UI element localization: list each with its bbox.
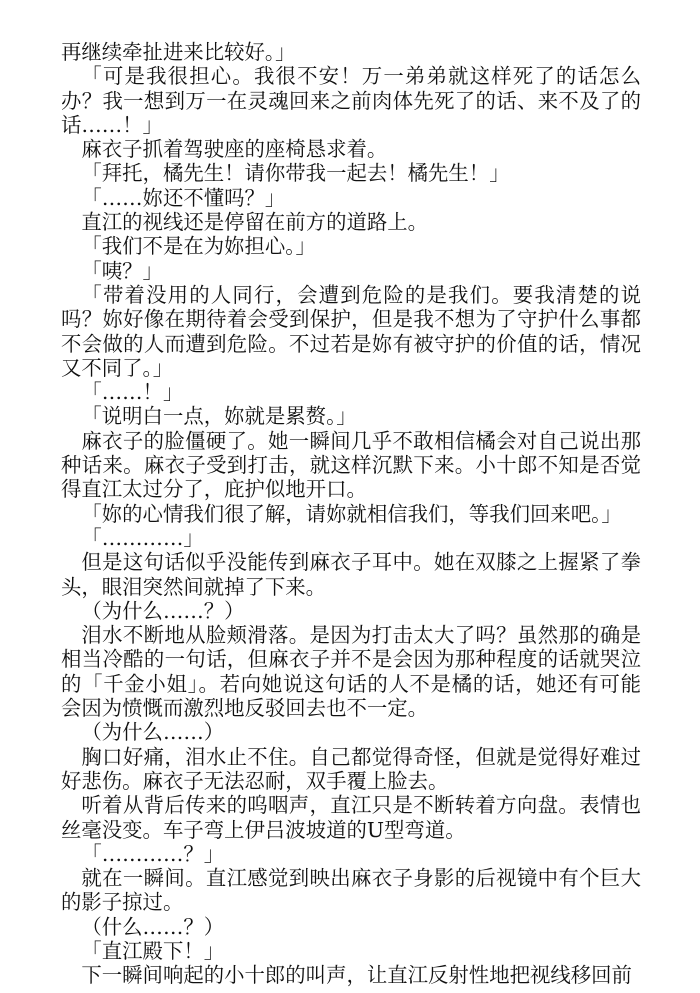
paragraph: 「…………？」	[81, 841, 225, 866]
paragraph: 但是这句话似乎没能传到麻衣子耳中。她在双膝之上握紧了拳头，眼泪突然间就掉了下来。	[61, 550, 641, 599]
document-page	[61, 40, 641, 988]
paragraph: 「咦？」	[81, 258, 163, 283]
paragraph: 泪水不断地从脸颊滑落。是因为打击太大了吗？虽然那的确是相当冷酷的一句话，但麻衣子并不是会因为那种程度的话就哭泣的「千金小姐」。若向她说这句话的人不是橘的话，她还有可能会因为愤慨而激烈地反驳回去也不一定。	[61, 623, 641, 721]
paragraph: 「带着没用的人同行，会遭到危险的是我们。要我清楚的说吗？妳好像在期待着会受到保护，但是我不想为了守护什么事都不会做的人而遭到危险。不过若是妳有被守护的价值的话，情况又不同了。」	[61, 282, 641, 380]
paragraph: 麻衣子的脸僵硬了。她一瞬间几乎不敢相信橘会对自己说出那种话来。麻衣子受到打击，就这样沉默下来。小十郎不知是否觉得直江太过分了，庇护似地开口。	[61, 428, 641, 502]
paragraph: （为什么……？）	[81, 598, 245, 623]
paragraph: 「直江殿下！」	[81, 938, 225, 963]
paragraph: 再继续牵扯进来比较好。」	[61, 40, 296, 64]
paragraph: 「……妳还不懂吗？」	[81, 185, 286, 210]
paragraph: （什么……？）	[81, 914, 225, 939]
paragraph: 「…………」	[81, 525, 204, 550]
paragraph: （为什么……）	[81, 720, 225, 745]
paragraph: 听着从背后传来的呜咽声，直江只是不断转着方向盘。表情也丝毫没变。车子弯上伊吕波坡道的U型弯道。	[61, 793, 641, 842]
paragraph: 「妳的心情我们很了解，请妳就相信我们，等我们回来吧。」	[81, 501, 622, 526]
paragraph: 「可是我很担心。我很不安！万一弟弟就这样死了的话怎么办？我一想到万一在灵魂回来之前肉体先死了的话、来不及了的话……！」	[61, 64, 641, 137]
paragraph: 「……！」	[81, 380, 184, 405]
paragraph: 「说明白一点，妳就是累赘。」	[81, 404, 357, 429]
paragraph: 麻衣子抓着驾驶座的座椅恳求着。	[81, 137, 388, 162]
paragraph: 「拜托，橘先生！请你带我一起去！橘先生！」	[81, 161, 510, 186]
paragraph: 「我们不是在为妳担心。」	[81, 234, 316, 259]
paragraph: 胸口好痛，泪水止不住。自己都觉得奇怪，但就是觉得好难过好悲伤。麻衣子无法忍耐，双手覆上脸去。	[61, 744, 641, 793]
paragraph: 就在一瞬间。直江感觉到映出麻衣子身影的后视镜中有个巨大的影子掠过。	[61, 866, 641, 915]
paragraph: 下一瞬间响起的小十郎的叫声，让直江反射性地把视线移回前	[81, 963, 632, 988]
paragraph: 直江的视线还是停留在前方的道路上。	[81, 210, 429, 235]
